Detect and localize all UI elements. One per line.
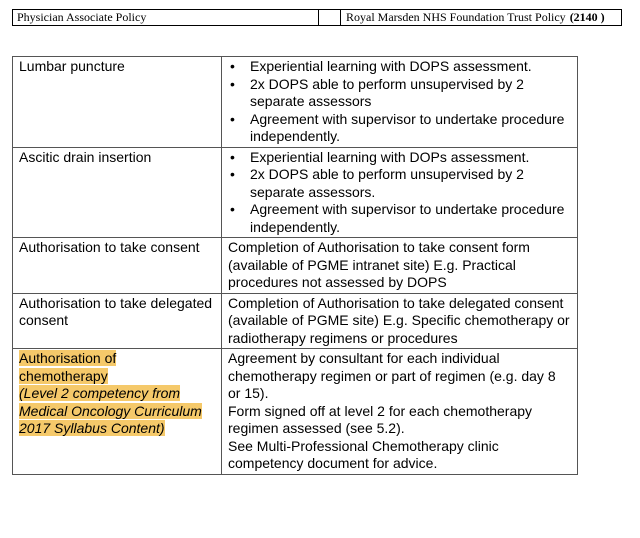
header-policy-number: (2140 ) (569, 10, 605, 24)
table-row (13, 147, 578, 238)
header-trust-policy-text: Royal Marsden NHS Foundation Trust Policy (346, 10, 566, 24)
requirement-list (228, 58, 571, 146)
competency-table (12, 56, 578, 475)
list-item: • 2x DOPS able to perform unsupervised by 2 separate assessors (228, 76, 571, 111)
requirement-cell: Completion of Authorisation to take delegated consent (available of PGME site) E.g. Specific chemotherapy or radiotherapy regimens or procedures (222, 293, 578, 349)
procedure-cell: Authorisation to take consent (13, 238, 222, 294)
requirement-list (228, 149, 571, 237)
list-item: • Agreement with supervisor to undertake procedure independently. (228, 111, 571, 146)
requirement-paragraph: See Multi-Professional Chemotherapy clinic competency document for advice. (228, 437, 499, 471)
highlighted-italic-text: Medical Oncology Curriculum (19, 402, 202, 419)
requirement-paragraph: Agreement by consultant for each individual chemotherapy regimen or part of regimen (e.g. day 8 or 15). (228, 350, 556, 401)
list-item: • 2x DOPS able to perform unsupervised by 2 separate assessors. (228, 166, 571, 201)
header-policy-title: Physician Associate Policy (13, 10, 319, 25)
requirement-cell: Completion of Authorisation to take consent form (available of PGME intranet site) E.g. Practical procedures not assessed by DOPS (222, 238, 578, 294)
procedure-cell: Authorisation to take delegated consent (13, 293, 222, 349)
procedure-cell-highlighted (13, 349, 222, 475)
header-trust-policy (341, 10, 621, 25)
table-row (13, 293, 578, 349)
highlighted-italic-text: 2017 Syllabus Content) (19, 420, 165, 436)
procedure-cell: Ascitic drain insertion (13, 147, 222, 238)
requirement-cell (222, 147, 578, 238)
header-spacer-cell (319, 10, 341, 25)
list-item: • Experiential learning with DOPs assessment. (228, 149, 571, 167)
requirement-cell (222, 349, 578, 475)
list-item: • Experiential learning with DOPS assessment. (228, 58, 571, 76)
table-row (13, 349, 578, 475)
page-header (12, 9, 622, 26)
requirement-cell (222, 57, 578, 148)
requirement-paragraph: Form signed off at level 2 for each chemotherapy regimen assessed (see 5.2). (228, 402, 533, 436)
highlighted-italic-text: (Level 2 competency from (19, 385, 181, 401)
highlighted-text: chemotherapy (19, 367, 108, 384)
procedure-cell: Lumbar puncture (13, 57, 222, 148)
table-row (13, 57, 578, 148)
table-row (13, 238, 578, 294)
highlighted-text: Authorisation of (19, 350, 117, 366)
list-item: • Agreement with supervisor to undertake procedure independently. (228, 201, 571, 236)
